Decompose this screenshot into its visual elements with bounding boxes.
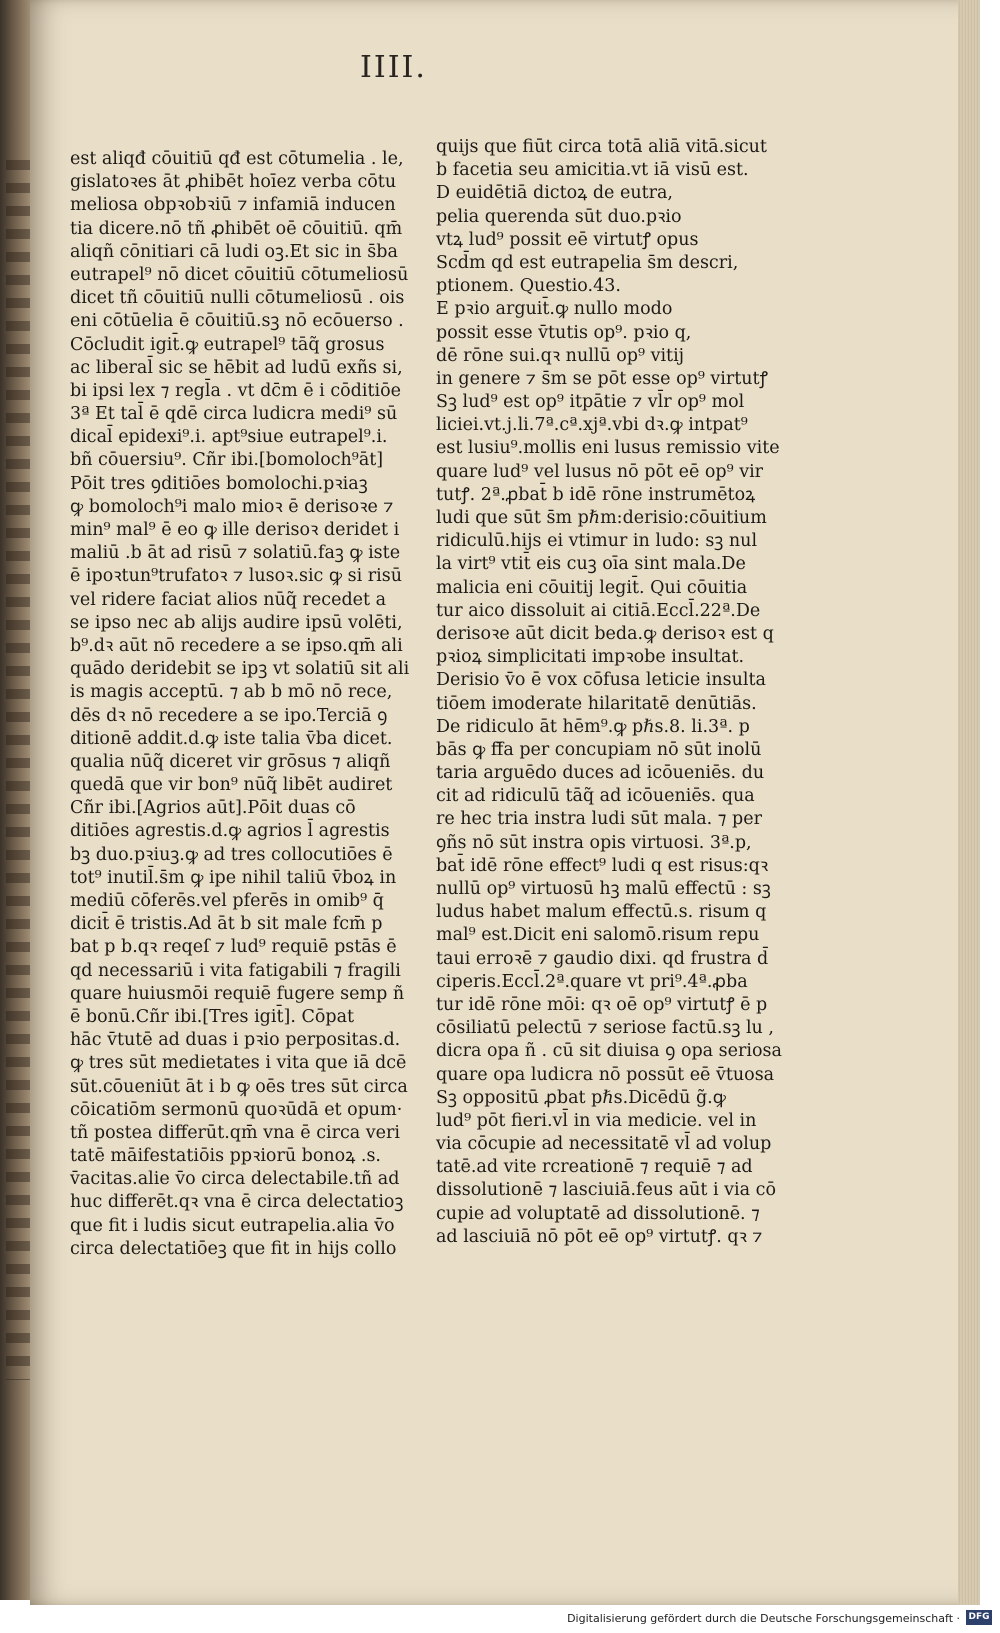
- text-line: circa delectatiōeꝫ que fit in hijs collo: [70, 1238, 397, 1259]
- text-line: Derisio v̄o ē vox cōfusa leticie insulta: [436, 670, 766, 691]
- text-line: 3ª Et tal̄ ē qdē circa ludicra medi⁹ sū: [70, 404, 398, 425]
- text-line: tur aico dissoluit ai citiā.Eccl̄.22ª.De: [436, 600, 761, 621]
- text-line: re hec tria instra ludi sūt mala. ⁊ per: [436, 809, 762, 830]
- text-line: quādo deridebit se ipꝫ vt solatiū sit ali: [70, 659, 410, 680]
- text-line: cit ad ridiculū tāq̃ ad icōueniēs. qua: [436, 786, 755, 807]
- text-line: ꝯñs nō sūt instra opis virtuosi. 3ª.p,: [436, 832, 752, 853]
- text-line: De ridiculo āt hēm⁹.ꝙ pℏs.8. li.3ª. p: [436, 716, 750, 737]
- text-line: min⁹ mal⁹ ē eo ꝙ ille derisoꝛ deridet i: [70, 520, 400, 540]
- text-line: Scd̄m qd est eutrapelia s̄m descri,: [436, 252, 739, 273]
- text-line: dicit̄ ē tristis.Ad āt b sit male fcm̄ p: [70, 914, 383, 935]
- text-line: tot⁹ inutil̄.s̄m ꝙ ipe nihil taliū v̄boꝝ in: [70, 867, 397, 888]
- text-line: pelia querenda sūt duo.pꝛio: [436, 206, 682, 227]
- text-line: taria arguēdo duces ad icōueniēs. du: [436, 763, 765, 784]
- text-line: ludus habet malum effectū.s. risum q: [436, 902, 767, 923]
- text-line: in genere ⁊ s̄m se pōt esse op⁹ virtutꝭ: [436, 368, 768, 389]
- text-line: dē rōne sui.qꝛ nullū op⁹ vitij: [436, 345, 685, 366]
- text-line: v̄acitas.alie v̄o circa delectabile.tñ ad: [70, 1169, 400, 1190]
- dfg-logo: DFG: [966, 1610, 992, 1625]
- text-line: tia dicere.nō tñ ꝓhibēt oē cōuitiū. qm̄: [70, 218, 403, 239]
- text-line: Sꝫ oppositū ꝓbat pℏs.Dicēdū g̃.ꝙ: [436, 1087, 726, 1108]
- footer-bar: [0, 1605, 1000, 1633]
- text-line: vel ridere faciat alios nūq̃ recedet a: [70, 589, 387, 610]
- text-line: qualia nūq̃ diceret vir grōsus ⁊ aliqñ: [70, 751, 391, 772]
- text-line: is magis acceptū. ⁊ ab b mō nō rece,: [70, 682, 393, 703]
- text-line: taui erroꝛē ⁊ gaudio dixi. qd frustra d̄: [436, 948, 769, 969]
- text-line: aliqñ cōnitiari cā ludi oꝫ.Et sic in s̄ba: [70, 241, 398, 262]
- text-line: nullū op⁹ virtuosū hꝫ malū effectū : sꝫ: [436, 879, 771, 899]
- text-line: quijs que fiūt circa totā aliā vitā.sicut: [436, 137, 767, 157]
- text-line: sūt.cōueniūt āt i b ꝙ oēs tres sūt circa: [70, 1076, 408, 1097]
- text-line: derisoꝛe aūt dicit beda.ꝙ derisoꝛ est q: [436, 623, 774, 644]
- text-line: est aliqđ cōuitiū qđ est cōtumelia . le,: [70, 149, 404, 169]
- text-line: cōicatiōm sermonū quoꝛūdā et opum·: [70, 1099, 403, 1120]
- text-line: malicia eni cōuitij legit̄. Qui cōuitia: [436, 577, 748, 598]
- text-line: ditionē addit.d.ꝙ iste talia v̄ba dicet.: [70, 728, 393, 749]
- text-line: ridiculū.hijs ei vtimur in ludo: sꝫ nul: [436, 531, 758, 552]
- text-line: ē ipoꝛtun⁹trufatoꝛ ⁊ lusoꝛ.sic ꝙ si risū: [70, 566, 402, 587]
- text-line: cōsiliatū pelectū ⁊ seriose factū.sꝫ lu ,: [436, 1018, 774, 1039]
- text-line: ꝙ tres sūt medietates i vita que iā dcē: [70, 1053, 407, 1074]
- text-line: ē bonū.Cñr ibi.[Tres igit̄]. Cōpat: [70, 1006, 355, 1027]
- text-line: quedā que vir bon⁹ nūq̃ libēt audiret: [70, 775, 393, 796]
- text-line: E pꝛio arguit̄.ꝙ nullo modo: [436, 299, 673, 320]
- left-text-column: [70, 148, 410, 1261]
- text-line: eni cōtūelia ē cōuitiū.sꝫ nō ecōuerso .: [70, 311, 404, 332]
- text-line: b⁹.dꝛ aūt nō recedere a se ipso.qm̄ ali: [70, 635, 403, 656]
- text-line: eutrapel⁹ nō dicet cōuitiū cōtumeliosū: [70, 264, 409, 285]
- text-line: Pōit tres ꝯditiōes bomolochi.pꝛiaꝫ: [70, 473, 368, 494]
- text-line: ptionem. Questio.43.: [436, 276, 621, 297]
- text-line: via cōcupie ad necessitatē vl̄ ad volup: [436, 1134, 772, 1155]
- text-line: huc differēt.qꝛ vna ē circa delectatioꝫ: [70, 1192, 404, 1213]
- text-line: tutꝭ. 2ª.ꝓbat̄ b idē rōne instrumētoꝝ: [436, 484, 756, 505]
- text-line: ditiōes agrestis.d.ꝙ agrios l̄ agrestis: [70, 821, 390, 842]
- text-line: vtꝝ lud⁹ possit eē virtutꝭ opus: [436, 229, 699, 250]
- text-line: Cōcludit igit̄.ꝙ eutrapel⁹ tāq̃ grosus: [70, 334, 385, 355]
- text-line: bi ipsi lex ⁊ regl̄a . vt dc̄m ē i cōditiōe: [70, 380, 401, 401]
- text-line: dical̄ epidexi⁹.i. apt⁹siue eutrapel⁹.i.: [70, 427, 388, 448]
- text-line: ac liberal̄ sic se hēbit ad ludū exñs si,: [70, 357, 403, 378]
- text-line: maliū .b āt ad risū ⁊ solatiū.faꝫ ꝙ iste: [70, 543, 401, 564]
- text-line: lud⁹ pōt fieri.vl̄ in via medicie. vel in: [436, 1110, 757, 1131]
- text-line: dissolutionē ⁊ lasciuiā.feus aūt i via cō: [436, 1180, 776, 1201]
- text-line: tatē māifestatiōis ppꝛiorū bonoꝝ .s.: [70, 1146, 381, 1167]
- folio-number: IIII.: [360, 50, 427, 85]
- text-line: quare lud⁹ vel lusus nō pōt eē op⁹ vir: [436, 461, 764, 482]
- text-line: ciperis.Eccl̄.2ª.quare vt pri⁹.4ª.ꝓba: [436, 971, 748, 992]
- text-line: mal⁹ est.Dicit eni salomō.risum repu: [436, 925, 760, 946]
- text-line: hāc v̄tutē ad duas i pꝛio perpositas.d.: [70, 1030, 401, 1051]
- text-line: tiōem imoderate hilaritatē denūtiās.: [436, 693, 757, 714]
- text-line: qd necessariū i vita fatigabili ⁊ fragili: [70, 960, 401, 981]
- text-line: se ipso nec ab alijs audire ipsū volēti,: [70, 612, 403, 633]
- text-line: tñ postea differūt.qm̄ vna ē circa veri: [70, 1122, 400, 1143]
- text-line: dicra opa ñ . cū sit diuisa ꝯ opa seriosa: [436, 1041, 782, 1062]
- text-line: bat̄ idē rōne effect⁹ ludi q est risus:qꝛ: [436, 855, 769, 876]
- text-line: bꝫ duo.pꝛiuꝫ.ꝙ ad tres collocutiōes ē: [70, 844, 393, 865]
- right-text-column: [436, 136, 782, 1249]
- text-line: D euidētiā dictoꝝ de eutra,: [436, 183, 673, 204]
- text-line: ludi que sūt s̄m pℏm:derisio:cōuitium: [436, 508, 767, 528]
- text-line: tatē.ad vite rcreationē ⁊ requiē ⁊ ad: [436, 1157, 753, 1178]
- page-fore-edge: [958, 0, 980, 1605]
- text-line: gislatoꝛes āt ꝓhibēt hoīez verba cōtu: [70, 172, 397, 193]
- book-page: [30, 0, 980, 1605]
- text-line: la virt⁹ vtit̄ eis cuꝫ oīa sint mala.De: [436, 554, 746, 575]
- text-line: dicet tñ cōuitiū nulli cōtumeliosū . ois: [70, 288, 405, 309]
- text-line: cupie ad voluptatē ad dissolutionē. ⁊: [436, 1203, 760, 1224]
- text-line: meliosa obpꝛobꝛiū ⁊ infamiā inducen: [70, 195, 396, 216]
- text-line: bat p b.qꝛ reqeſ ⁊ lud⁹ requiē pstās ē: [70, 937, 397, 958]
- text-line: quare opa ludicra nō possūt eē v̄tuosa: [436, 1064, 775, 1085]
- text-line: b facetia seu amicitia.vt iā visū est.: [436, 160, 749, 181]
- text-line: quare huiusmōi requiē fugere semp ñ: [70, 983, 405, 1004]
- text-line: liciei.vt.j.li.7ª.cª.xjª.vbi dꝛ.ꝙ intpat⁹: [436, 415, 748, 436]
- text-line: bñ cōuersiu⁹. Cñr ibi.[bomoloch⁹āt]: [70, 450, 384, 471]
- text-line: bās ꝙ ff̄a per concupiam nō sūt inolū: [436, 739, 762, 760]
- text-line: mediū cōferēs.vel pferēs in omib⁹ q̄: [70, 891, 384, 911]
- text-line: Sꝫ lud⁹ est op⁹ itpātie ⁊ vl̄r op⁹ mol: [436, 392, 745, 413]
- text-line: ꝙ bomoloch⁹i malo mioꝛ ē derisoꝛe ⁊: [70, 496, 394, 517]
- text-line: ad lasciuiā nō pōt eē op⁹ virtutꝭ. qꝛ ⁊: [436, 1226, 763, 1247]
- text-line: possit esse v̄tutis op⁹. pꝛio q,: [436, 322, 692, 343]
- text-line: tur idē rōne mōi: qꝛ oē op⁹ virtutꝭ ē p: [436, 994, 768, 1015]
- digitization-credit: Digitalisierung gefördert durch die Deutsche Forschungsgemeinschaft ·: [567, 1612, 960, 1625]
- text-line: est lusiu⁹.mollis eni lusus remissio vite: [436, 438, 780, 459]
- text-line: Cñr ibi.[Agrios aūt].Pōit duas cō: [70, 798, 356, 819]
- text-line: dēs dꝛ nō recedere a se ipo.Terciā ꝯ: [70, 705, 388, 726]
- text-line: que fit i ludis sicut eutrapelia.alia v̄o: [70, 1215, 395, 1236]
- text-line: pꝛioꝝ simplicitati impꝛobe insultat.: [436, 647, 745, 668]
